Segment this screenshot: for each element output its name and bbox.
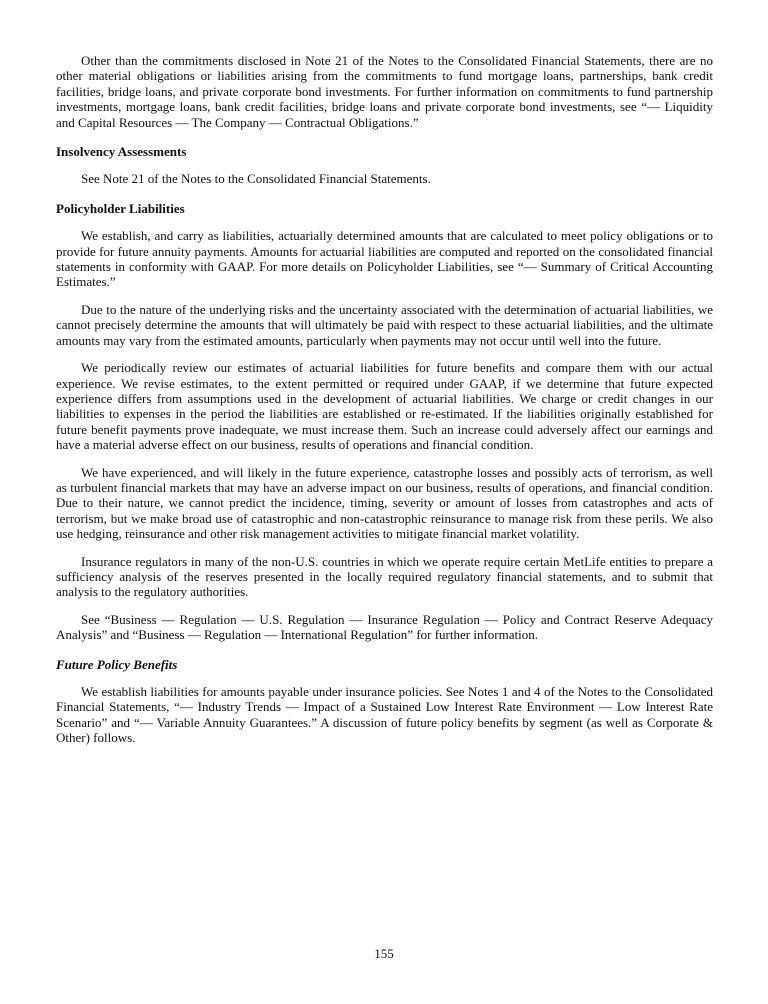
paragraph: Due to the nature of the underlying risks and the uncertainty associated with the determination of actuarial liabilities, we cannot precisely determine the amounts that will ultimately be paid with respect to these actuarial liabilities, and the ultimate amounts may vary from the estimated amounts, particularly when payments may not occur until well into the future. bbox=[56, 301, 713, 348]
paragraph: We establish liabilities for amounts payable under insurance policies. See Notes 1 and 4 of the Notes to the Consolidated Financial Statements, “— Industry Trends — Impact of a Sustained Low Interest Rate Environment — Low Interest Rate Scenario” and “— Variable Annuity Guarantees.” A discussion of future policy benefits by segment (as well as Corporate & Other) follows. bbox=[56, 684, 713, 746]
section-heading: Insolvency Assessments bbox=[56, 144, 187, 160]
paragraph: We periodically review our estimates of actuarial liabilities for future benefits and compare them with our actual experience. We revise estimates, to the extent permitted or required under GAAP, if we determine that future expected experience differs from assumptions used in the development of actuarial liabilities. We charge or credit changes in our liabilities to expenses in the period the liabilities are established or re-estimated. If the liabilities originally established for future benefit payments prove inadequate, we must increase them. Such an increase could adversely affect our earnings and have a material adverse effect on our business, results of operations and financial condition. bbox=[56, 360, 713, 453]
paragraph: Other than the commitments disclosed in Note 21 of the Notes to the Consolidated Financial Statements, there are no other material obligations or liabilities arising from the commitments to fund mortgage loans, partnerships, bank credit facilities, bridge loans, and private corporate bond investments. For further information on commitments to fund partnership investments, mortgage loans, bank credit facilities, bridge loans and private corporate bond investments, see “— Liquidity and Capital Resources — The Company — Contractual Obligations.” bbox=[56, 53, 713, 130]
paragraph: See Note 21 of the Notes to the Consolidated Financial Statements. bbox=[81, 171, 431, 187]
paragraph: Insurance regulators in many of the non-U.S. countries in which we operate require certain MetLife entities to prepare a sufficiency analysis of the reserves presented in the locally required regulatory financial statements, and to submit that analysis to the regulatory authorities. bbox=[56, 553, 713, 600]
section-heading-italic: Future Policy Benefits bbox=[56, 656, 178, 672]
paragraph: See “Business — Regulation — U.S. Regulation — Insurance Regulation — Policy and Contract Reserve Adequacy Analysis” and “Business — Regulation — International Regulation” for further information. bbox=[56, 611, 713, 643]
page-number: 155 bbox=[374, 946, 394, 961]
document-page bbox=[56, 53, 713, 758]
section-heading: Policyholder Liabilities bbox=[56, 200, 185, 216]
paragraph: We have experienced, and will likely in the future experience, catastrophe losses and possibly acts of terrorism, as well as turbulent financial markets that may have an adverse impact on our business, results of operations, and financial condition. Due to their nature, we cannot predict the incidence, timing, severity or amount of losses from catastrophes and acts of terrorism, but we make broad use of catastrophic and non-catastrophic reinsurance to manage risk from these perils. We also use hedging, reinsurance and other risk management activities to mitigate financial market volatility. bbox=[56, 464, 713, 542]
paragraph: We establish, and carry as liabilities, actuarially determined amounts that are calculated to meet policy obligations or to provide for future annuity payments. Amounts for actuarial liabilities are computed and reported on the consolidated financial statements in conformity with GAAP. For more details on Policyholder Liabilities, see “— Summary of Critical Accounting Estimates.” bbox=[56, 228, 713, 290]
